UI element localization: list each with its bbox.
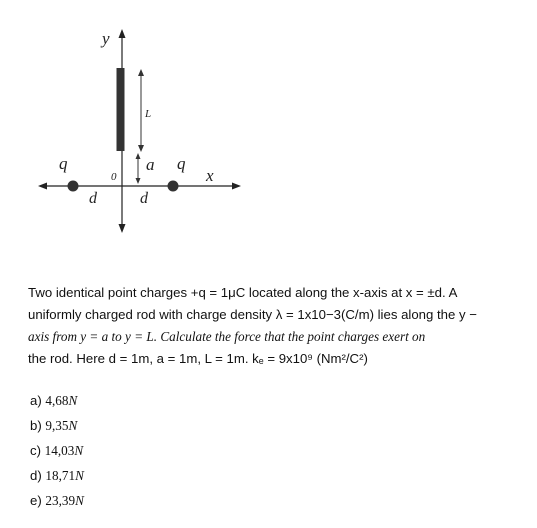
left-distance-label: d bbox=[89, 190, 97, 207]
option-unit: N bbox=[68, 418, 78, 433]
question-line-4: the rod. Here d = 1m, a = 1m, L = 1m. kₑ = 9x10⁹ (Nm²/C²) bbox=[28, 351, 368, 366]
y-axis-top-arrowhead bbox=[119, 29, 126, 38]
answer-options bbox=[30, 388, 84, 513]
x-axis-label: x bbox=[206, 166, 214, 185]
L-dimension-top-arrowhead bbox=[138, 69, 144, 76]
left-point-charge bbox=[68, 181, 79, 192]
option-unit: N bbox=[74, 443, 84, 458]
right-distance-label: d bbox=[140, 190, 148, 207]
option-unit: N bbox=[75, 468, 84, 483]
option-value: 18,71 bbox=[45, 468, 76, 483]
y-axis-bottom-arrowhead bbox=[119, 224, 126, 233]
option-a[interactable] bbox=[30, 388, 84, 413]
option-unit: N bbox=[68, 393, 78, 408]
question-text bbox=[28, 282, 520, 370]
right-charge-label: q bbox=[177, 154, 186, 173]
question-line-2: uniformly charged rod with charge density λ = 1x10−3(C/m) lies along the y − bbox=[28, 307, 477, 322]
question-line-3: axis from y = a to y = L. Calculate the force that the point charges exert on bbox=[28, 329, 426, 344]
option-value: 14,03 bbox=[44, 443, 75, 458]
L-dimension-bottom-arrowhead bbox=[138, 145, 144, 152]
a-dimension-top-arrowhead bbox=[136, 153, 141, 159]
option-letter: c) bbox=[30, 443, 41, 458]
option-letter: a) bbox=[30, 393, 42, 408]
left-charge-label: q bbox=[59, 154, 68, 173]
charge-rod-diagram bbox=[0, 0, 537, 240]
option-value: 9,35 bbox=[45, 418, 69, 433]
y-axis-label: y bbox=[102, 29, 110, 48]
a-dimension-bottom-arrowhead bbox=[136, 178, 141, 184]
rod-length-label: L bbox=[145, 108, 152, 120]
option-d[interactable] bbox=[30, 463, 84, 488]
right-point-charge bbox=[168, 181, 179, 192]
option-value: 23,39 bbox=[45, 493, 76, 508]
option-b[interactable] bbox=[30, 413, 84, 438]
option-e[interactable] bbox=[30, 488, 84, 513]
gap-label: a bbox=[146, 155, 155, 174]
option-letter: e) bbox=[30, 493, 42, 508]
charged-rod bbox=[117, 68, 125, 151]
option-c[interactable] bbox=[30, 438, 84, 463]
x-axis-left-arrowhead bbox=[38, 183, 47, 190]
option-value: 4,68 bbox=[45, 393, 69, 408]
x-axis-right-arrowhead bbox=[232, 183, 241, 190]
option-letter: d) bbox=[30, 468, 42, 483]
origin-label: 0 bbox=[111, 171, 117, 183]
option-letter: b) bbox=[30, 418, 42, 433]
question-line-1: Two identical point charges +q = 1μC located along the x-axis at x = ±d. A bbox=[28, 285, 458, 300]
option-unit: N bbox=[75, 493, 84, 508]
